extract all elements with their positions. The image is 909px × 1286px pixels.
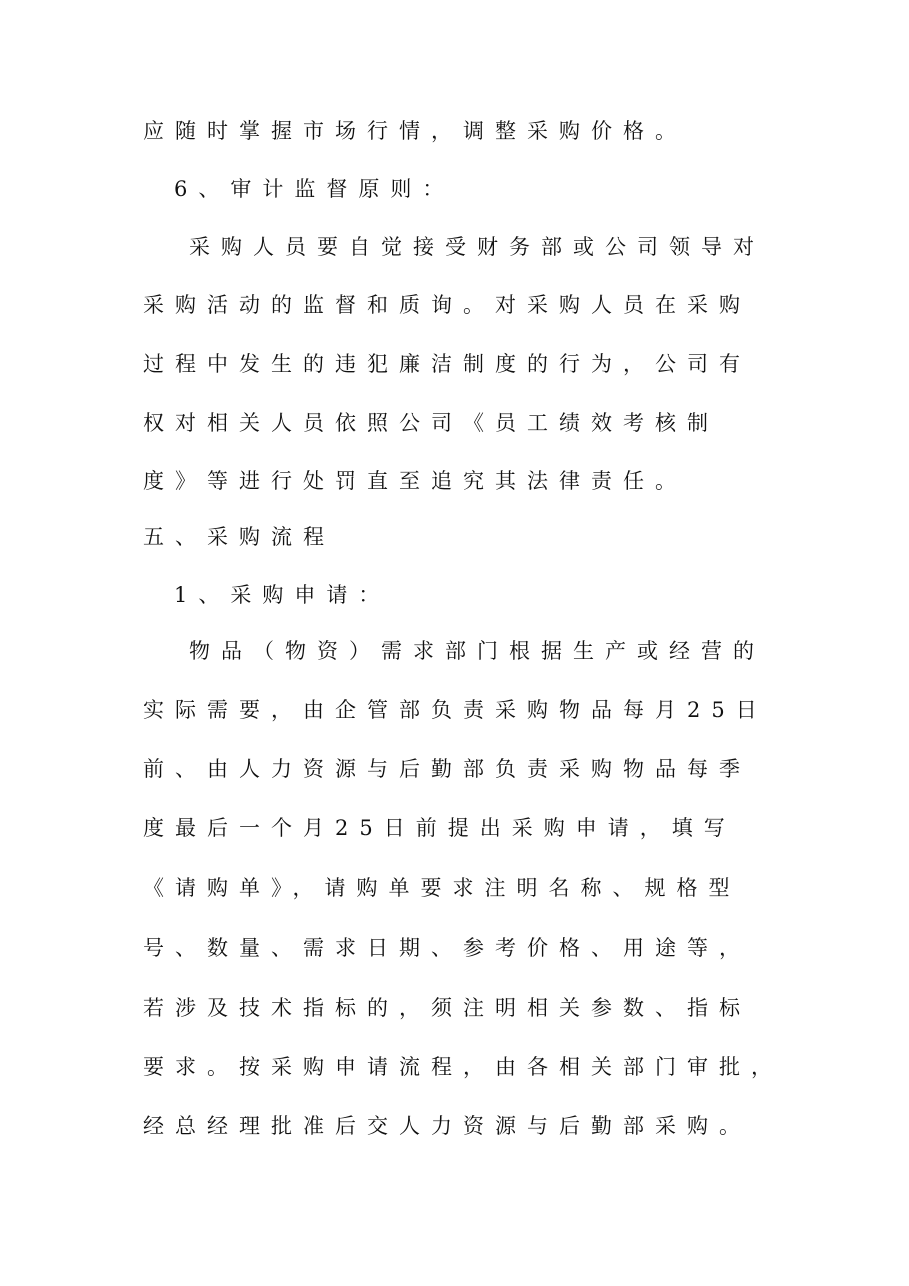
paragraph-line: 物品（物资）需求部门根据生产或经营的 [189,639,765,663]
paragraph-line: 实际需要，由企管部负责采购物品每月25日 [143,698,768,722]
paragraph-line: 过程中发生的违犯廉洁制度的行为，公司有 [143,352,751,376]
paragraph-line: 度最后一个月25日前提出采购申请，填写 [143,816,736,840]
paragraph-line: 要求。按采购申请流程，由各相关部门审批， [143,1055,783,1079]
paragraph-line: 权对相关人员依照公司《员工绩效考核制 [143,411,719,435]
subsection-heading-purchase-request: 1、采购申请： [174,583,391,607]
paragraph-line: 度》等进行处罚直至追究其法律责任。 [143,469,687,493]
paragraph-line: 《请购单》，请购单要求注明名称、规格型 [143,876,741,900]
paragraph-line: 采购人员要自觉接受财务部或公司领导对 [189,235,765,259]
paragraph-line: 采购活动的监督和质询。对采购人员在采购 [143,293,751,317]
paragraph-line: 经总经理批准后交人力资源与后勤部采购。 [143,1114,751,1138]
paragraph-line: 应随时掌握市场行情，调整采购价格。 [143,119,687,143]
section-heading-procurement-process: 五、采购流程 [143,525,335,549]
section-heading-audit-principle: 6、审计监督原则： [174,177,455,201]
paragraph-line: 前、由人力资源与后勤部负责采购物品每季 [143,757,751,781]
paragraph-line: 号、数量、需求日期、参考价格、用途等， [143,936,751,960]
paragraph-line: 若涉及技术指标的，须注明相关参数、指标 [143,996,751,1020]
